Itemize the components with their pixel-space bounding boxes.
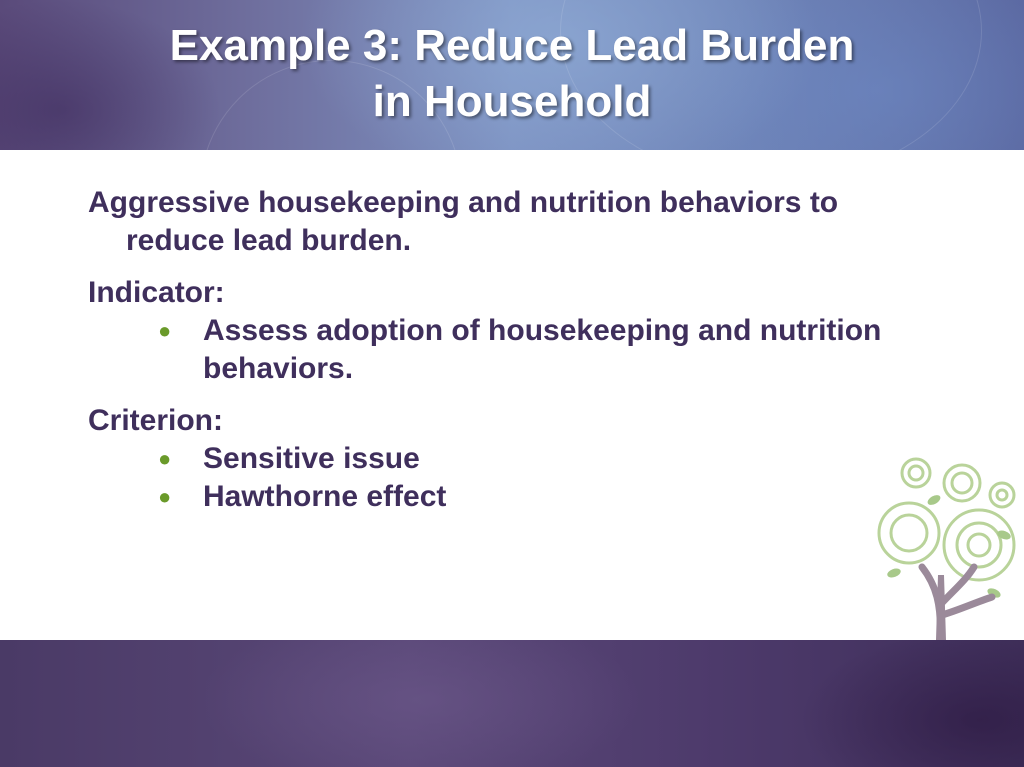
list-item	[88, 440, 908, 478]
slide-title-line-2: in Household	[372, 77, 652, 126]
title-banner	[0, 0, 1024, 150]
indicator-list	[88, 312, 908, 388]
list-item	[88, 478, 908, 516]
criterion-item-text: Sensitive issue	[203, 442, 420, 475]
tree-icon	[874, 455, 1024, 640]
slide-title-line-1: Example 3: Reduce Lead Burden	[169, 21, 855, 70]
bullet-dot-icon: ●	[158, 446, 172, 471]
bullet-dot-icon: ●	[158, 484, 172, 509]
footer-band	[0, 640, 1024, 767]
bullet-dot-icon: ●	[158, 318, 172, 343]
intro-paragraph: Aggressive housekeeping and nutrition behaviors to reduce lead burden.	[88, 186, 839, 257]
indicator-item-text: Assess adoption of housekeeping and nutrition behaviors.	[203, 314, 882, 385]
indicator-label: Indicator:	[88, 276, 225, 309]
list-item	[88, 312, 908, 388]
slide-body	[88, 184, 908, 530]
criterion-item-text: Hawthorne effect	[203, 480, 447, 513]
criterion-list	[88, 440, 908, 516]
criterion-label: Criterion:	[88, 404, 223, 437]
slide-title	[0, 18, 1024, 130]
